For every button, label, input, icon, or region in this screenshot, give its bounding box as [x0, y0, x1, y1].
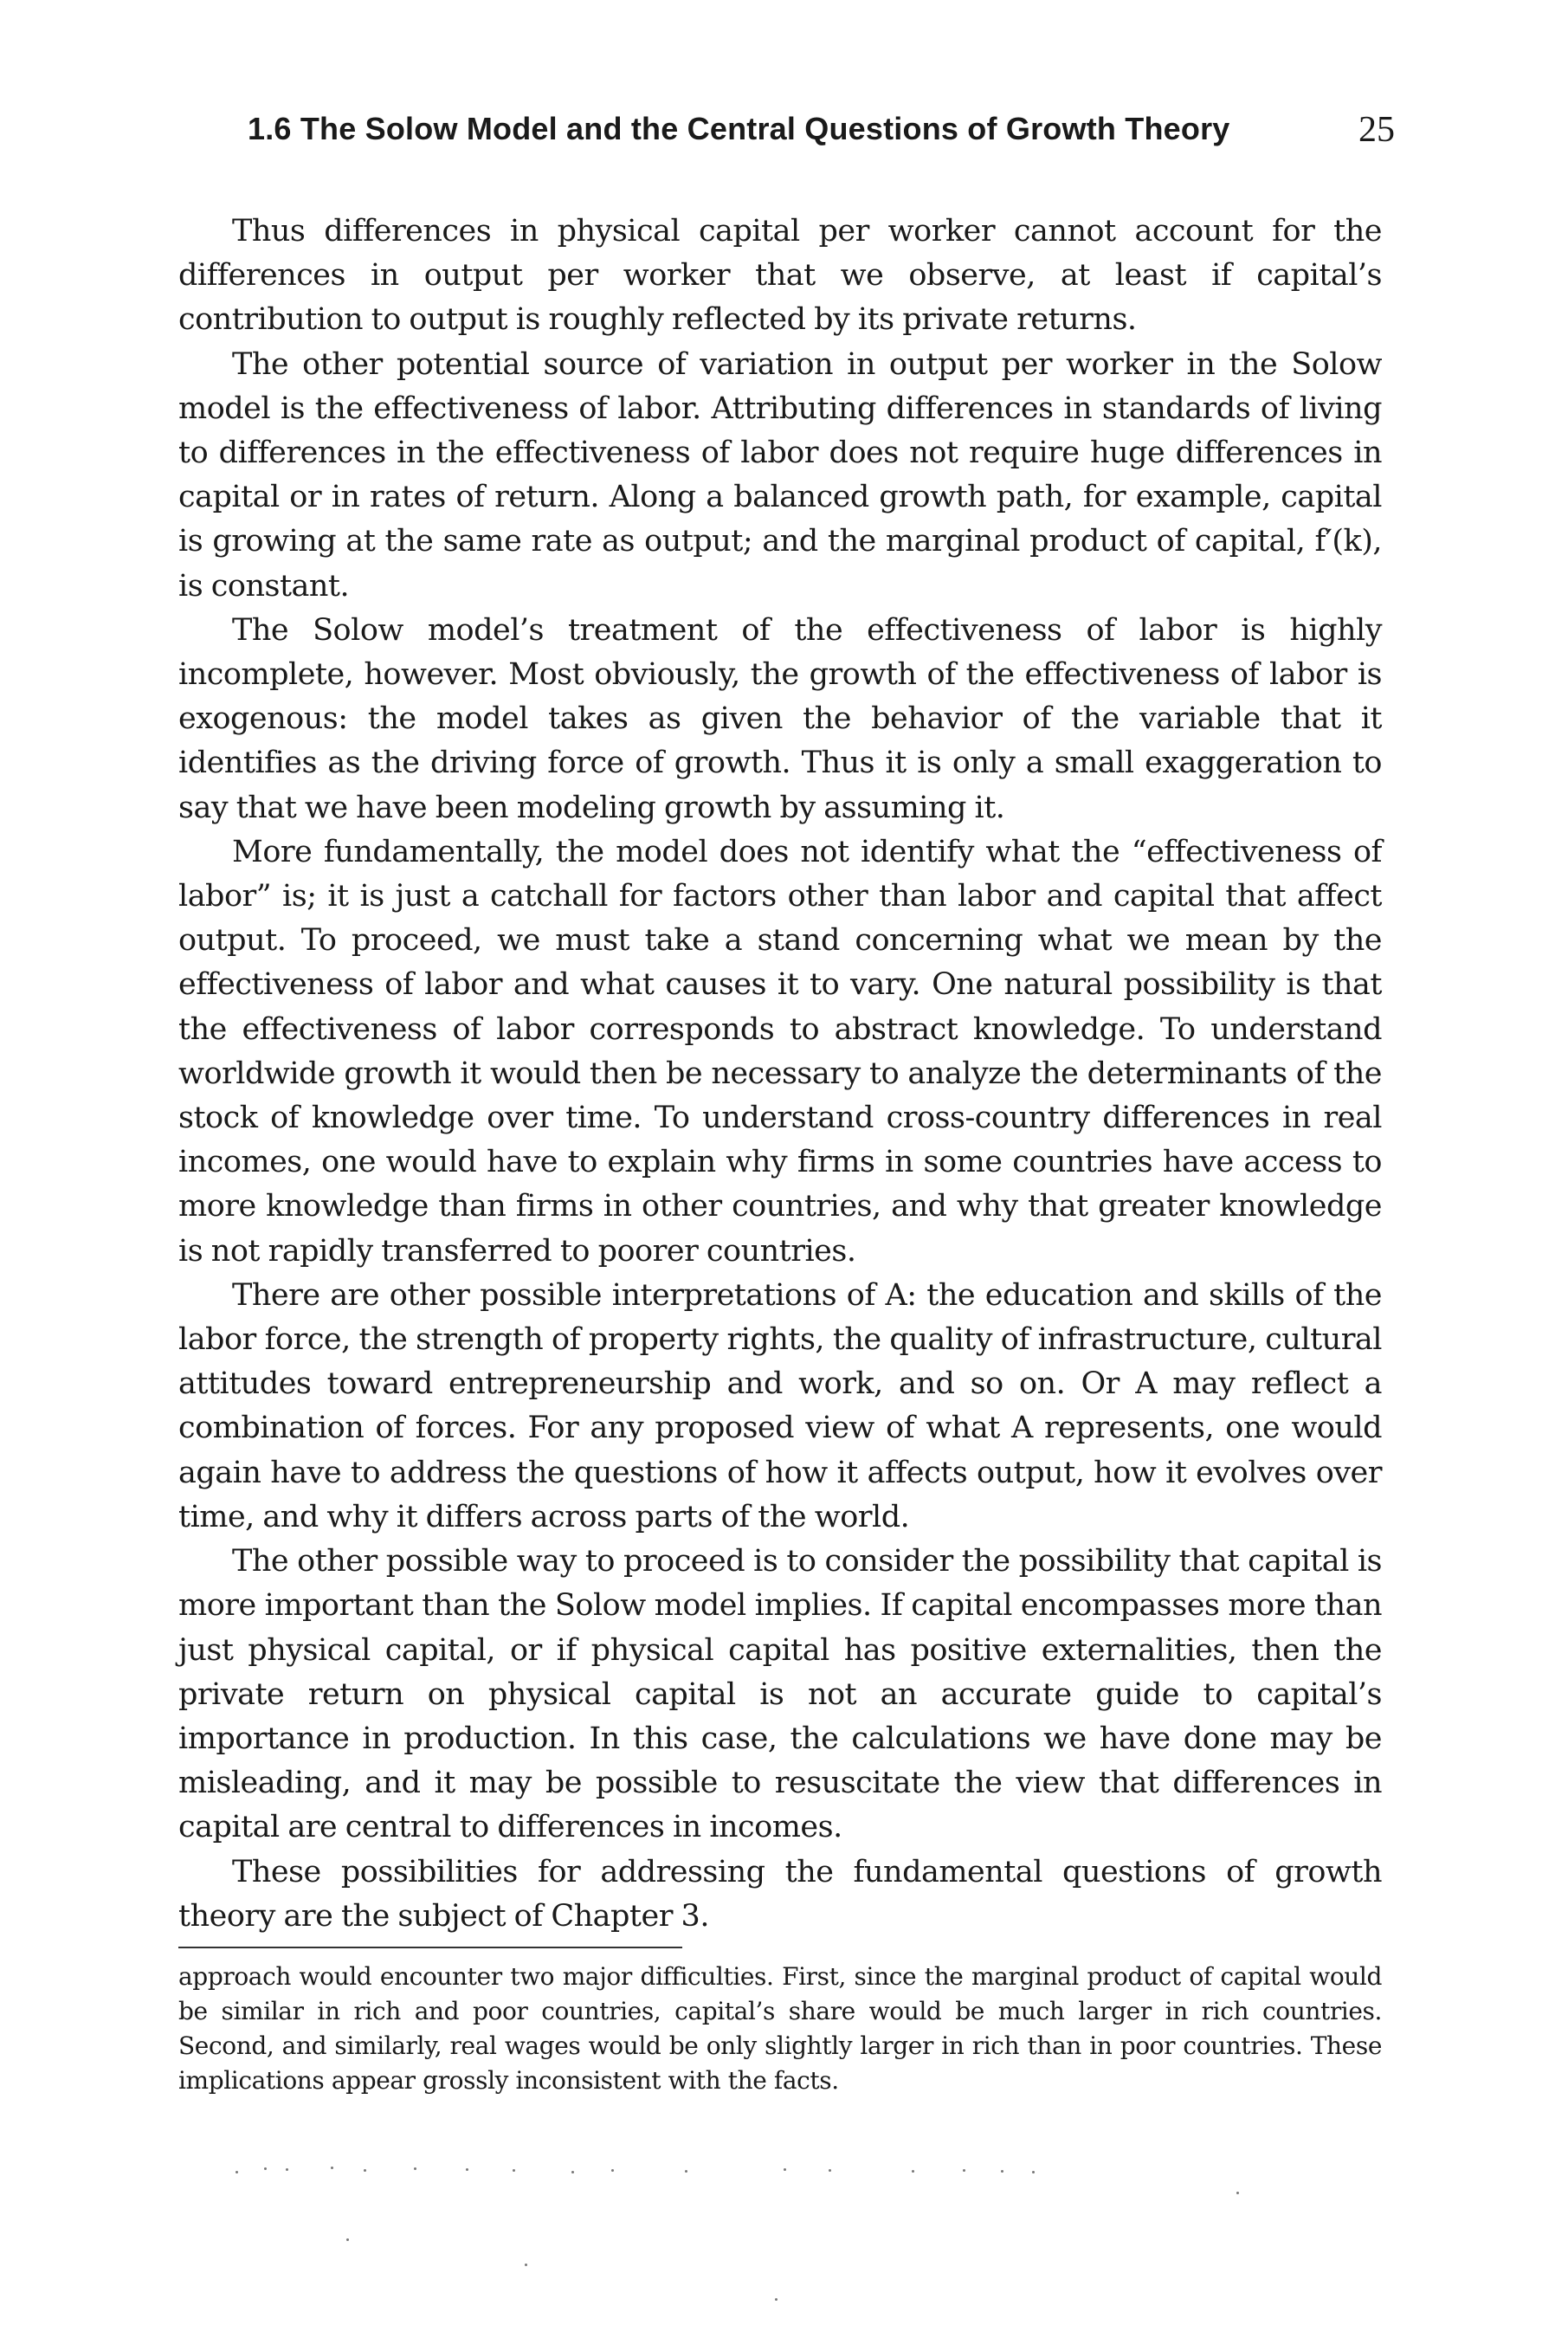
paragraph: The Solow model’s treatment of the effectiveness of labor is highly incomplete, however. Most obviously, the growth of the effectiveness of labor is exogenous: the model takes as given the behavior of the variable that it identifies as the driving force of growth. Thus it is only a small exaggeration to say that we have been modeling growth by assuming it. [178, 612, 1382, 825]
scan-speck [1236, 2192, 1239, 2194]
scan-speck [466, 2168, 468, 2171]
scan-speck [571, 2171, 574, 2173]
body-text [178, 210, 1382, 1939]
page-header [248, 111, 1395, 163]
paragraph: More fundamentally, the model does not identify what the “effectiveness of labor” is; it is just a catchall for factors other than labor and capital that affect output. To proceed, we must take a stand concerning what we mean by the effectiveness of labor and what causes it to vary. One natural possibility is that the effectiveness of labor corresponds to abstract knowledge. To understand worldwide growth it would then be necessary to analyze the determinants of the stock of knowledge over time. To understand cross-country differences in real incomes, one would have to explain why firms in some countries have access to more knowledge than firms in other countries, and why that greater knowledge is not rapidly transferred to poorer countries. [178, 834, 1382, 1269]
scan-speck [829, 2169, 831, 2172]
scan-speck [685, 2170, 687, 2173]
footnote-divider [178, 1947, 682, 1948]
scan-speck [513, 2169, 515, 2172]
running-title: 1.6 The Solow Model and the Central Questions of Growth Theory [248, 111, 1230, 146]
scan-speck [784, 2168, 786, 2171]
page-number: 25 [1358, 110, 1395, 150]
scan-speck [1032, 2171, 1035, 2173]
scan-speck [331, 2167, 333, 2169]
scan-speck [525, 2264, 527, 2266]
scan-speck [611, 2169, 614, 2172]
scan-speck [912, 2170, 914, 2173]
scan-speck [414, 2167, 416, 2170]
scan-speck [364, 2169, 366, 2172]
scan-speck [1001, 2170, 1003, 2173]
scan-speck [346, 2238, 349, 2241]
paragraph: The other possible way to proceed is to consider the possibility that capital is more important than the Solow model implies. If capital encompasses more than just physical capital, or if physical capital has positive externalities, then the private return on physical capital is not an accurate guide to capital’s importance in production. In this case, the calculations we have done may be misleading, and it may be possible to resuscitate the view that differences in capital are central to differences in incomes. [178, 1544, 1382, 1845]
paragraph: The other potential source of variation in output per worker in the Solow model is the effectiveness of labor. Attributing differences in standards of living to differences in the effectiveness of labor does not require huge differences in capital or in rates of return. Along a balanced growth path, for example, capital is growing at the same rate as output; and the marginal product of capital, f′(k), is constant. [178, 346, 1382, 604]
scan-speck [963, 2169, 965, 2172]
scan-speck [286, 2168, 288, 2171]
scan-speck [236, 2171, 238, 2173]
scan-speck [775, 2298, 778, 2301]
scan-speck [264, 2167, 267, 2170]
paragraph: Thus differences in physical capital per worker cannot account for the differences in output per worker that we observe, at least if capital’s contribution to output is roughly reflected by its private returns. [178, 214, 1382, 338]
paragraph: These possibilities for addressing the fundamental questions of growth theory are the subject of Chapter 3. [178, 1854, 1382, 1934]
paragraph: There are other possible interpretations of A: the education and skills of the labor force, the strength of property rights, the quality of infrastructure, cultural attitudes toward entrepreneurship and work, and so on. Or A may reflect a combination of forces. For any proposed view of what A represents, one would again have to address the questions of how it affects output, how it evolves over time, and why it differs across parts of the world. [178, 1277, 1382, 1534]
footnote: approach would encounter two major difficulties. First, since the marginal product of capital would be similar in rich and poor countries, capital’s share would be much larger in rich countries. Second, and similarly, real wages would be only slightly larger in rich than in poor countries. These implications appear grossly inconsistent with the facts. [178, 1962, 1382, 2095]
